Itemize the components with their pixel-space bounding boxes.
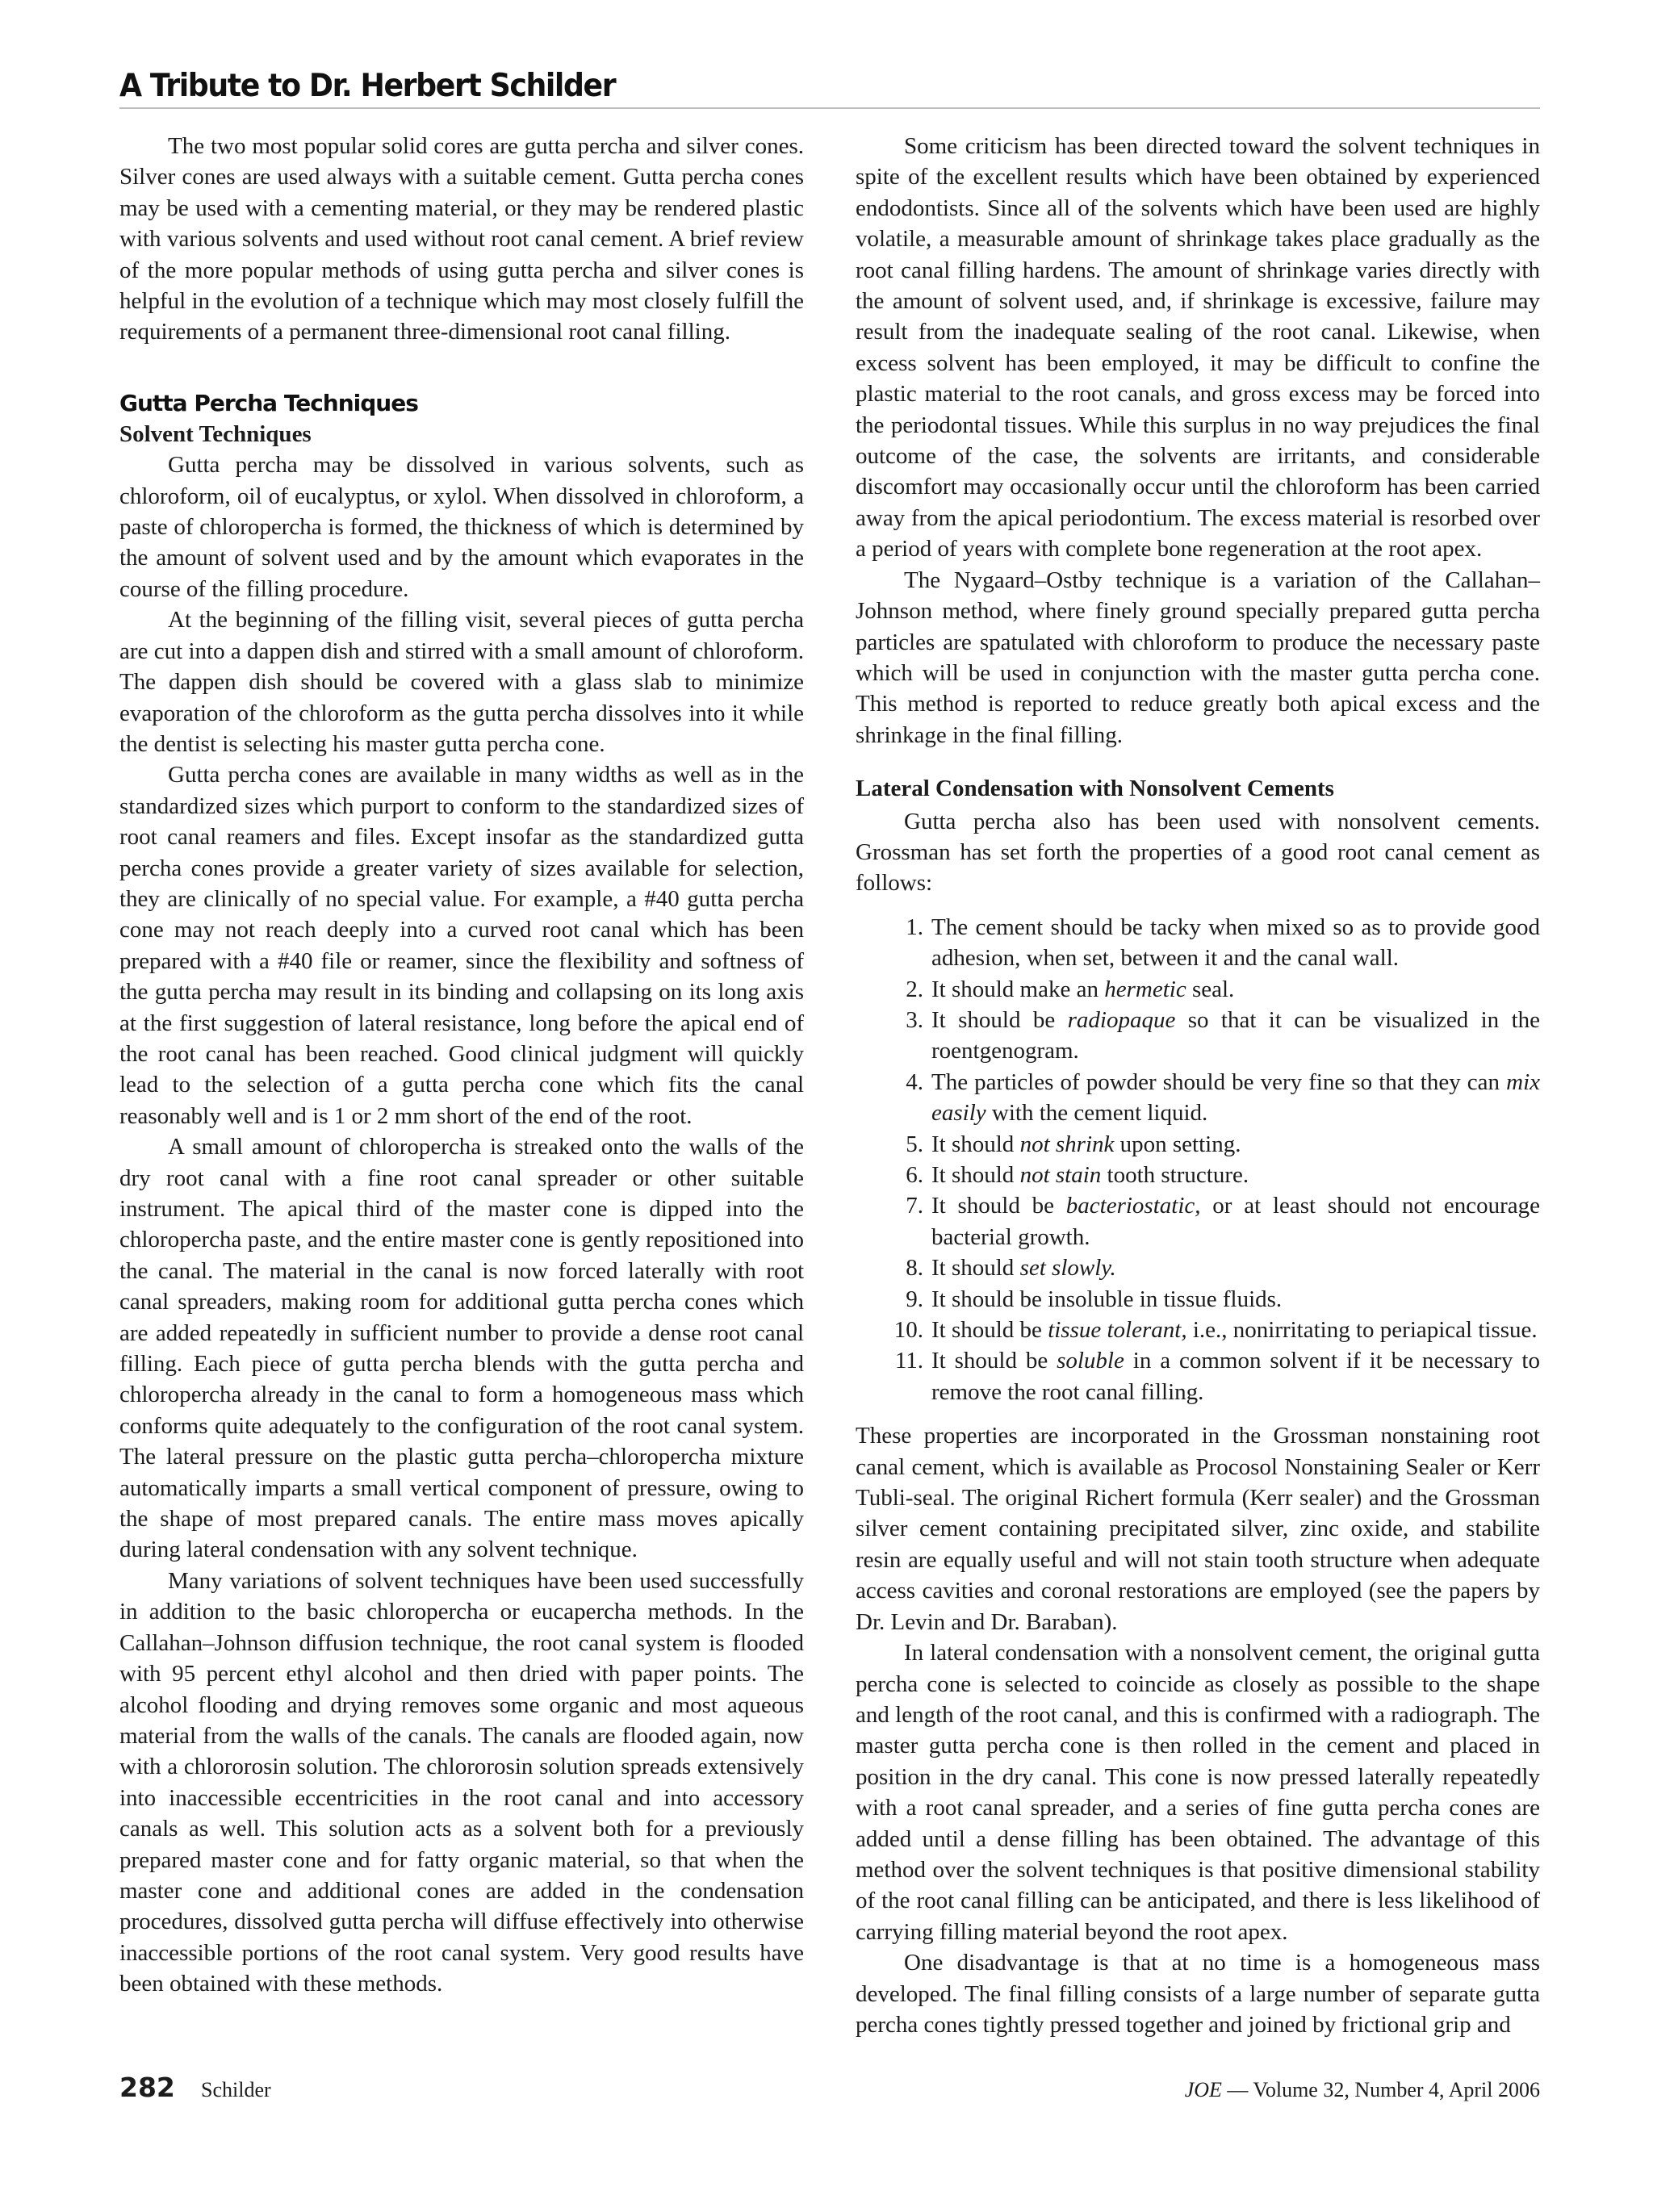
subheading-solvent: Solvent Techniques [119,420,312,447]
body-paragraph: Some criticism has been directed toward the solvent techniques in spite of the excellent results which have been obtained by experienced endodontists. Since all of the solvents which have been used are highly volatile, a measurable amount of shrinkage takes place gradually as the root canal filling hardens. The amount of shrinkage varies directly with the amount of solvent used, and, if shrinkage is excessive, failure may result from the inadequate sealing of the root canal. Likewise, when excess solvent has been employed, it may be difficult to confine the plastic material to the root canals, and gross excess may be forced into the periodontal tissues. While this surplus in no way prejudices the final outcome of the case, the solvents are irritants, and considerable discomfort may occasionally occur until the chloroform has been carried away from the apical periodontium. The excess material is resorbed over a period of years with complete bone regeneration at the root apex. [856,133,1540,562]
journal-abbrev: JOE [1184,2078,1222,2101]
left-column [119,131,804,2000]
header-rule [119,107,1540,109]
running-head: A Tribute to Dr. Herbert Schilder [119,68,616,104]
footer-journal [1185,2078,1540,2102]
journal-volume: — Volume 32, Number 4, April 2006 [1221,2078,1540,2101]
list-item: 9. It should be insoluble in tissue fluids. [906,1286,1283,1312]
properties-list [856,912,1540,1408]
body-paragraph: The Nygaard–Ostby technique is a variation of the Callahan–Johnson method, where finely ground specially prepared gutta percha particles are spatulated with chloroform to produce the necessary paste which will be used in conjunction with the master gutta percha cone. This method is reported to reduce greatly both apical excess and the shrinkage in the final filling. [856,567,1540,748]
page-number: 282 [119,2072,175,2103]
list-item: 4. The particles of powder should be very fine so that they can mix easily with the cement liquid. [906,1068,1540,1127]
body-paragraph: A small amount of chloropercha is streaked onto the walls of the dry root canal with a fine root canal spreader or other suitable instrument. The apical third of the master cone is dipped into the chloropercha paste, and the entire master cone is gently repositioned into the canal. The material in the canal is now forced laterally with root canal spreaders, making room for additional gutta percha cones which are added repeatedly in sufficient number to provide a dense root canal filling. Each piece of gutta percha blends with the gutta percha and chloropercha already in the canal to form a homogeneous mass which conforms quite adequately to the configuration of the root canal system. The lateral pressure on the plastic gutta percha–chloropercha mixture automatically imparts a small vertical component of pressure, owing to the shape of most prepared canals. The entire mass moves apically during lateral condensation with any solvent technique. [119,1134,804,1563]
body-paragraph: At the beginning of the filling visit, several pieces of gutta percha are cut into a dappen dish and stirred with a small amount of chloroform. The dappen dish should be covered with a glass slab to minimize evaporation of the chloroform as the gutta percha dissolves into it while the dentist is selecting his master gutta percha cone. [119,607,804,757]
section-heading: Gutta Percha Techniques [119,389,418,416]
list-item: 3. It should be radiopaque so that it can be visualized in the roentgenogram. [906,1006,1540,1064]
footer-author: Schilder [201,2078,271,2101]
body-paragraph: Gutta percha may be dissolved in various solvents, such as chloroform, oil of eucalyptus, or xylol. When dissolved in chloroform, a paste of chloropercha is formed, the thickness of which is determined by the amount of solvent used and by the amount which evaporates in the course of the filling procedure. [119,452,804,602]
list-item: 11. It should be soluble in a common solvent if it be necessary to remove the root canal filling. [894,1348,1540,1405]
list-intro: Gutta percha also has been used with nonsolvent cements. Grossman has set forth the properties of a good root canal cement as follows: [856,808,1540,897]
list-item: 8. It should set slowly. [906,1255,1116,1282]
body-paragraph: Many variations of solvent techniques have been used successfully in addition to the basic chloropercha or eucapercha methods. In the Callahan–Johnson diffusion technique, the root canal system is flooded with 95 percent ethyl alcohol and then dried with paper points. The alcohol flooding and drying removes some organic and most aqueous material from the walls of the canals. The canals are flooded again, now with a chlororosin solution. The chlororosin solution spreads extensively into inaccessible eccentricities in the root canal and into accessory canals as well. This solution acts as a solvent both for a previously prepared master cone and for fatty organic material, so that when the master cone and additional cones are added in the condensation procedures, dissolved gutta percha will diffuse effectively into otherwise inaccessible portions of the root canal system. Very good results have been obtained with these methods. [119,1567,804,1997]
intro-paragraph: The two most popular solid cores are gutta percha and silver cones. Silver cones are used always with a suitable cement. Gutta percha cones may be used with a cementing material, or they may be rendered plastic with various solvents and used without root canal cement. A brief review of the more popular methods of using gutta percha and silver cones is helpful in the evolution of a technique which may most closely fulfill the requirements of a permanent three-dimensional root canal filling. [119,133,804,345]
subheading-lateral: Lateral Condensation with Nonsolvent Cements [856,776,1334,802]
body-paragraph: One disadvantage is that at no time is a homogeneous mass developed. The final filling consists of a large number of separate gutta percha cones tightly pressed together and joined by frictional grip and [856,1950,1540,2038]
page-footer [119,2072,1540,2109]
list-item: 5. It should not shrink upon setting. [906,1131,1241,1157]
body-paragraph: In lateral condensation with a nonsolvent cement, the original gutta percha cone is selected to coincide as closely as possible to the shape and length of the root canal, and this is confirmed with a radiograph. The master gutta percha cone is then rolled in the cement and placed in position in the dry canal. This cone is now pressed laterally repeatedly with a root canal spreader, and a series of fine gutta percha cones are added until a dense filling has been obtained. The advantage of this method over the solvent techniques is that positive dimensional stability of the root canal filling can be anticipated, and there is less likelihood of carrying filling material beyond the root apex. [856,1640,1540,1945]
list-item: 6. It should not stain tooth structure. [906,1162,1249,1188]
list-item: 10. It should be tissue tolerant, i.e., nonirritating to periapical tissue. [893,1317,1538,1344]
list-item: 7. It should be bacteriostatic, or at least should not encourage bacterial growth. [906,1193,1540,1250]
body-paragraph: These properties are incorporated in the Grossman nonstaining root canal cement, which is available as Procosol Nonstaining Sealer or Kerr Tubli-seal. The original Richert formula (Kerr sealer) and the Grossman silver cement containing precipitated silver, zinc oxide, and stabilite resin are equally useful and will not stain tooth structure when adequate access cavities and coronal restorations are employed (see the papers by Dr. Levin and Dr. Baraban). [856,1423,1540,1635]
list-item: 1. The cement should be tacky when mixed so as to provide good adhesion, when set, between it and the canal wall. [906,914,1540,972]
list-item: 2. It should make an hermetic seal. [906,976,1235,1002]
right-column [856,131,1540,2040]
body-paragraph: Gutta percha cones are available in many widths as well as in the standardized sizes which purport to conform to the standardized sizes of root canal reamers and files. Except insofar as the standardized gutta percha cones provide a greater variety of sizes available for selection, they are clinically of no special value. For example, a #40 gutta percha cone may not reach deeply into a curved root canal which has been prepared with a #40 file or reamer, since the flexibility and softness of the gutta percha may result in its binding and collapsing on its long axis at the first suggestion of lateral resistance, long before the apical end of the root canal has been reached. Good clinical judgment will quickly lead to the selection of a gutta percha cone which fits the canal reasonably well and is 1 or 2 mm short of the end of the root. [119,762,804,1129]
